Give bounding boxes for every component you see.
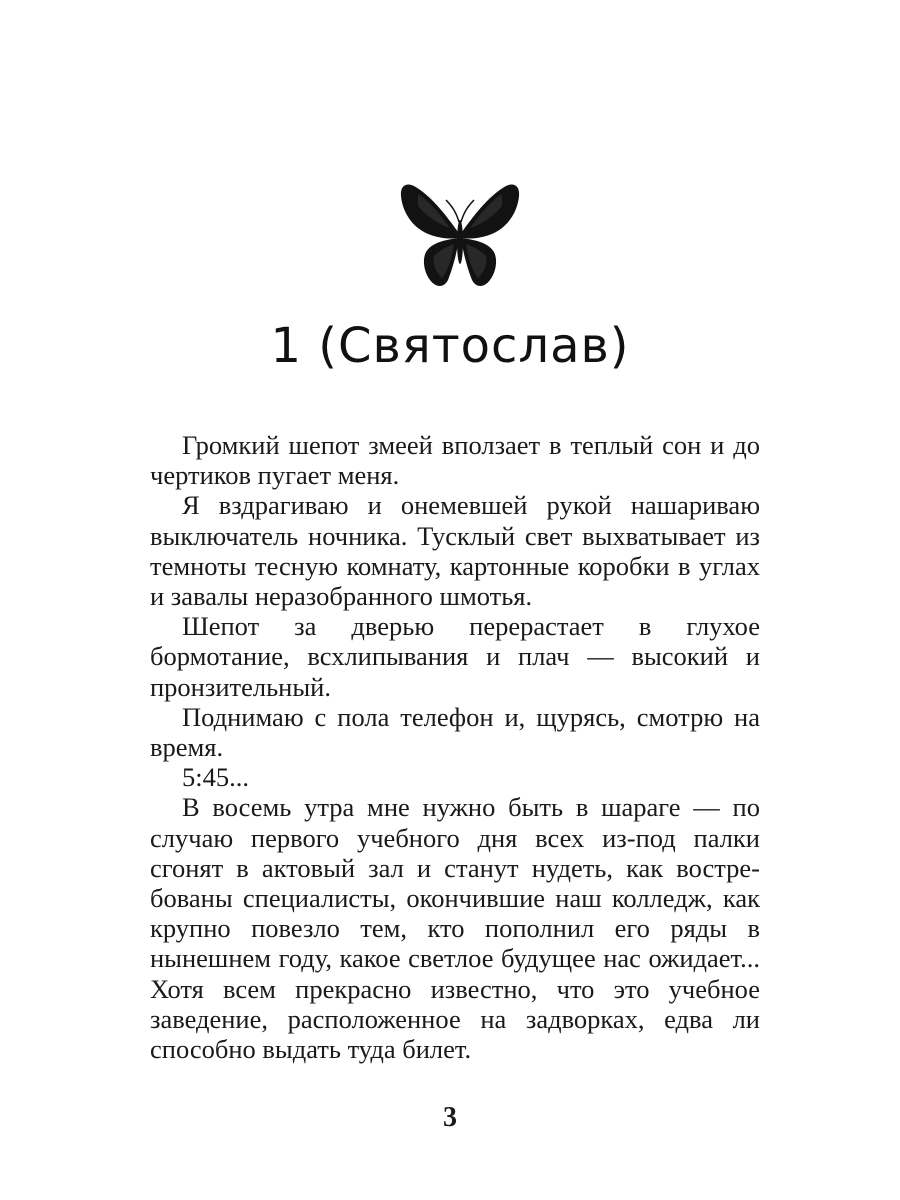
paragraph: Громкий шепот змеей вползает в теплый сон и до чертиков пугает меня. [150,430,760,491]
butterfly-icon [398,180,522,296]
paragraph: В восемь утра мне нужно быть в шараге — по случаю первого учебного дня всех из-под палки сгонят в актовый зал и станут нудеть, как востребованы специалисты, окончившие наш колледж, как крупно повезло тем, кто пополнил его ряды в нынешнем году, какое светлое будущее нас ожидает... Хотя всем прекрасно известно, что это учебное заведение, расположенное на задворках, едва ли способно выдать туда билет. [150,792,760,1065]
paragraph: Я вздрагиваю и онемевшей рукой нашариваю выключатель ночника. Тусклый свет выхватывает из темноты тесную комнату, картонные коробки в углах и завалы неразобранного шмотья. [150,490,760,612]
page-number: 3 [443,1102,457,1133]
paragraph: Шепот за дверью перерастает в глухое бормотание, всхлипывания и плач — высокий и пронзительный. [150,611,760,702]
paragraph: 5:45... [182,762,249,793]
chapter-title: 1 (Святослав) [270,318,630,374]
chapter-text [150,430,760,1064]
paragraph: Поднимаю с пола телефон и, щурясь, смотрю на время. [150,701,760,763]
